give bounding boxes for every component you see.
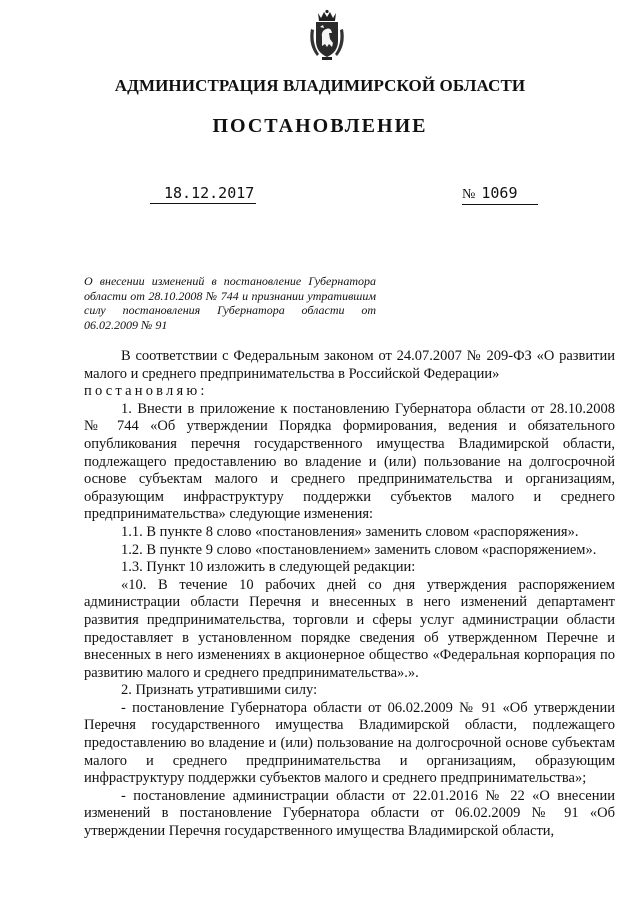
paragraph-item-1: 1. Внести в приложение к постановлению Губернатора области от 28.10.2008 № 744 «Об утверждении Порядка формирования, ведения и обязательного опубликования перечня государственного имущества Владимирской области, подлежащего предоставлению во владение и (или) пользование на долгосрочной основе субъектам малого и среднего предпринимательства и организациям, образующим инфраструктуру поддержки субъектов малого и среднего предпринимательства» следующие изменения: xyxy=(84,400,615,523)
paragraph-item-10-text: «10. В течение 10 рабочих дней со дня утверждения распоряжением администрации области Перечня и внесенных в него изменений департамент развития предпринимательства, торговли и сферы услуг администрации области предоставляет в установленном порядке сведения об утвержденном Перечне и внесенных в него изменениях в акционерное общество «Федеральная корпорация по развитию малого и среднего предпринимательства».». xyxy=(84,576,615,681)
number-prefix: № xyxy=(462,187,476,202)
document-date: 18.12.2017 xyxy=(150,184,256,204)
paragraph-decree-word: постановляю: xyxy=(84,383,208,400)
organization-name: АДМИНИСТРАЦИЯ ВЛАДИМИРСКОЙ ОБЛАСТИ xyxy=(114,76,526,95)
paragraph-item-1-2: 1.2. В пункте 9 слово «постановлением» заменить словом «распоряжением». xyxy=(121,541,597,558)
coat-of-arms-emblem xyxy=(307,9,347,61)
document-subject: О внесении изменений в постановление Губернатора области от 28.10.2008 № 744 и признании утратившим силу постановления Губернатора области от 06.02.2009 № 91 xyxy=(84,274,376,332)
paragraph-item-2: 2. Признать утратившими силу: xyxy=(121,682,318,699)
paragraph-item-2-a: - постановление Губернатора области от 06.02.2009 № 91 «Об утверждении Перечня государственного имущества Владимирской области, подлежащего предоставлению во владение и (или) пользование на долгосрочной основе субъектам малого и среднего предпринимательства и организациям, образующим инфраструктуру поддержки субъектов малого и среднего предпринимательства»; xyxy=(84,699,615,787)
paragraph-item-2-b: - постановление администрации области от 22.01.2016 № 22 «О внесении изменений в постановление Губернатора области от 06.02.2009 № 91 «Об утверждении Перечня государственного имущества Владимирской области, xyxy=(84,787,615,840)
paragraph-preamble: В соответствии с Федеральным законом от 24.07.2007 № 209-ФЗ «О развитии малого и среднего предпринимательства в Российской Федерации» xyxy=(84,348,615,382)
document-body xyxy=(84,348,615,841)
paragraph-item-1-3: 1.3. Пункт 10 изложить в следующей редакции: xyxy=(121,559,416,576)
paragraph-item-1-1: 1.1. В пункте 8 слово «постановления» заменить словом «распоряжения». xyxy=(121,523,579,540)
document-number-field xyxy=(462,184,538,205)
document-number: 1069 xyxy=(481,184,518,202)
document-type: ПОСТАНОВЛЕНИЕ xyxy=(212,115,428,137)
